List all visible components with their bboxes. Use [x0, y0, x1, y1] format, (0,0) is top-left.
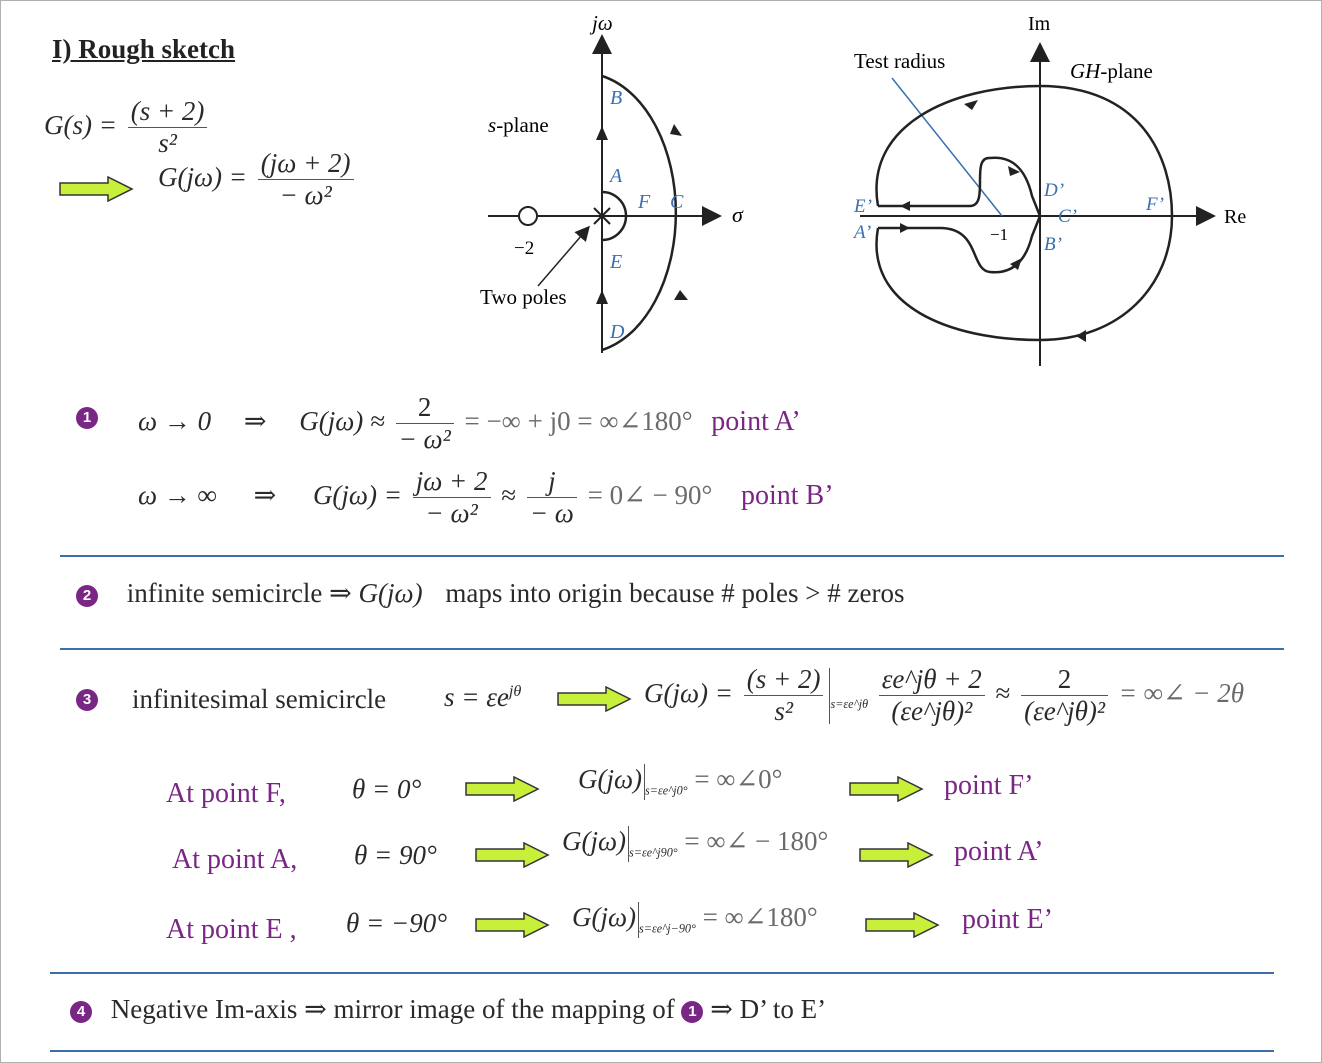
divider	[60, 648, 1284, 650]
implies-arrow-icon	[858, 842, 934, 868]
zero-marker	[519, 207, 537, 225]
transfer-fraction-jw	[258, 148, 354, 211]
case-a-result: point A’	[954, 836, 1044, 867]
gh-plane-diagram	[840, 6, 1260, 376]
transfer-num-jw: (jω + 2)	[258, 148, 354, 180]
case-e-expr: G(jω) $_{s=\varepsilon e\^{}j-90^\circ}$ = ∞∠180°	[572, 902, 818, 938]
step-3-equation: G(jω) = $\frac{(s + 2)}{\text{s²}}$ $_{s=\varepsilon e\^{}j\theta}$ $\frac{\varepsilon e\^{}j\theta + 2}{\text{(εe\textasciicircum{}jθ)²}}$ ≈ $\frac{2}{\text{(εe\textasciicircum{}jθ)²}}$ = ∞∠ − 2θ	[644, 664, 1245, 727]
step-1-rhs: = −∞ + j0 = ∞∠180°	[464, 405, 693, 436]
direction-arrow	[964, 100, 978, 110]
direction-arrow	[1076, 330, 1086, 342]
gh-plane-label: GH-plane	[1070, 59, 1153, 83]
point-f-prime-label: F’	[1146, 194, 1164, 215]
direction-arrow	[670, 124, 682, 136]
minus-one-label: −1	[990, 225, 1009, 244]
case-e-result: point E’	[962, 904, 1053, 935]
point-a-prime-label: A’	[854, 222, 872, 243]
case-f-theta: θ = 0°	[352, 774, 422, 804]
divider	[50, 972, 1274, 974]
zero-label: −2	[514, 238, 535, 259]
upper-inner-contour	[878, 158, 1040, 216]
case-a-theta: θ = 90°	[354, 840, 437, 870]
case-e-label: At point E ,	[166, 914, 297, 945]
implies-arrow-icon	[848, 776, 924, 802]
step-2-expr: G(jω)	[358, 578, 423, 608]
implies-arrow-icon	[474, 842, 550, 868]
s-plane-diagram	[470, 8, 770, 378]
transfer-function-jw	[158, 148, 358, 211]
step-2-text-b: maps into origin because # poles > # zeros	[445, 578, 905, 608]
step-1b-fraction: $\frac{j\omega + 2}{\text{− ω²}}$	[413, 466, 491, 529]
implies-symbol: ⇒	[243, 405, 267, 436]
case-e-theta: θ = −90°	[346, 908, 447, 938]
step-1-badge: 1	[76, 407, 98, 429]
direction-arrow	[900, 223, 910, 233]
direction-arrow	[900, 201, 910, 211]
pole-pointer	[538, 228, 588, 286]
page-title: I) Rough sketch	[52, 34, 236, 64]
step-1-result: point A’	[711, 405, 801, 437]
step-4-inline-badge: 1	[681, 1001, 703, 1023]
transfer-den-jw: − ω²	[279, 180, 332, 211]
pole-note: Two poles	[480, 285, 567, 309]
im-axis-label: Im	[1028, 13, 1051, 35]
step-2-badge: 2	[76, 585, 98, 607]
step-3-text: infinitesimal semicircle	[132, 684, 387, 714]
step-2	[76, 578, 904, 609]
point-d-label: D	[610, 321, 625, 343]
step-4-text-a: Negative Im-axis ⇒ mirror image of the mapping of	[110, 994, 675, 1024]
step-3-rhs: = ∞∠ − 2θ	[1118, 677, 1245, 708]
step-3-eval-at: s=εe^jθ	[830, 697, 869, 712]
step-4-text-b: ⇒ D’ to E’	[710, 994, 827, 1024]
point-e-label: E	[610, 251, 623, 273]
step-4-badge: 4	[70, 1001, 92, 1023]
point-f-label: F	[638, 191, 651, 213]
step-3-fraction-3: $\frac{2}{\text{(εe\textasciicircum{}jθ)²}}$	[1021, 664, 1108, 727]
point-e-prime-label: E’	[854, 196, 872, 217]
divider	[50, 1050, 1274, 1052]
step-2-text-a: infinite semicircle ⇒	[126, 578, 352, 608]
point-b-prime-label: B’	[1044, 234, 1062, 255]
case-f-result: point F’	[944, 770, 1034, 801]
point-b-label: B	[610, 87, 623, 109]
transfer-lhs: G(s) =	[44, 109, 117, 140]
point-c-label: C	[670, 191, 684, 213]
step-3-badge: 3	[76, 689, 98, 711]
step-3-subst: $s = \varepsilon e^{j\theta}$	[444, 682, 522, 712]
step-1-fraction: $\frac{2}{\text{− ω²}}$	[396, 392, 454, 455]
point-a-label: A	[610, 165, 623, 187]
case-f-label: At point F,	[166, 778, 286, 809]
sigma-axis-label: σ	[732, 202, 743, 227]
implies-arrow-icon	[464, 776, 540, 802]
implies-symbol: ⇒	[253, 479, 277, 510]
step-1b-lhs: G(jω) =	[312, 479, 402, 510]
transfer-den: s²	[158, 128, 177, 159]
case-f-expr: G(jω) $_{s=\varepsilon e\^{}j0^\circ}$ = ∞∠0°	[578, 764, 782, 800]
implies-arrow-icon	[58, 176, 134, 202]
case-a-label: At point A,	[172, 844, 298, 875]
direction-arrow	[596, 126, 608, 140]
infinite-semicircle	[602, 76, 676, 350]
implies-arrow-icon	[474, 912, 550, 938]
point-c-prime-label: C’	[1058, 206, 1077, 227]
step-1b-fraction-2: $\frac{j}{- \omega}$	[527, 466, 577, 529]
step-1b-result: point B’	[741, 479, 834, 511]
implies-arrow-icon	[556, 686, 632, 712]
test-radius-line	[892, 78, 1002, 216]
point-d-prime-label: D’	[1044, 180, 1065, 201]
test-radius-label: Test radius	[854, 49, 946, 73]
jw-axis-label: jω	[592, 11, 613, 35]
step-1b-rhs: = 0∠ − 90°	[587, 479, 713, 510]
re-axis-label: Re	[1224, 206, 1247, 228]
step-1-lhs: G(jω) ≈	[299, 405, 385, 436]
outer-contour	[876, 86, 1172, 340]
step-1-line-1	[138, 392, 801, 455]
divider	[60, 555, 1284, 557]
step-3-fraction-2: $\frac{\varepsilon e\^{}j\theta + 2}{\text{(εe\textasciicircum{}jθ)²}}$	[879, 664, 985, 727]
direction-arrow	[674, 290, 688, 300]
step-1-cond: ω → 0	[138, 405, 212, 436]
step-3-fraction-1: $\frac{(s + 2)}{\text{s²}}$	[744, 664, 824, 727]
transfer-num: (s + 2)	[128, 96, 208, 128]
implies-arrow-icon	[864, 912, 940, 938]
case-a-expr: G(jω) $_{s=\varepsilon e\^{}j90^\circ}$ = ∞∠ − 180°	[562, 826, 828, 862]
step-1-line-2: ω → ∞ ⇒ G(jω) = $\frac{j\omega + 2}{\text{− ω²}}$ ≈ $\frac{j}{- \omega}$ = 0∠ − 90° point B’	[138, 466, 834, 529]
transfer-lhs-jw: G(jω) =	[158, 161, 248, 192]
step-4	[70, 994, 826, 1025]
s-plane-label: s-plane	[488, 113, 549, 137]
direction-arrow	[596, 290, 608, 304]
step-1b-cond: ω → ∞	[138, 479, 217, 510]
